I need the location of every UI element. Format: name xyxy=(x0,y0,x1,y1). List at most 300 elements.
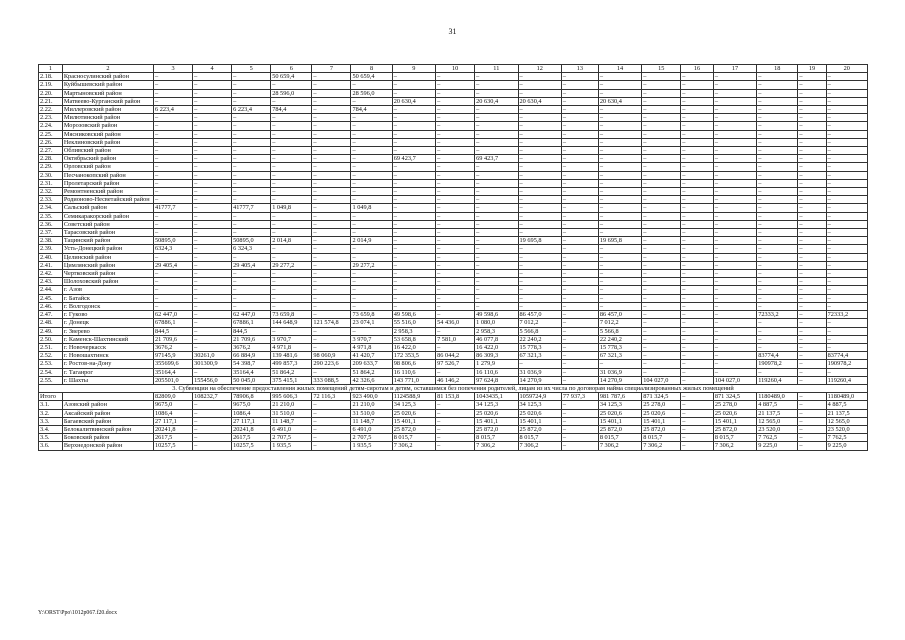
table-cell: – xyxy=(271,212,312,220)
table-cell: – xyxy=(642,81,681,89)
table-cell: 375 415,1 xyxy=(271,376,312,384)
table-cell: 29 405,4 xyxy=(232,261,271,269)
table-cell: – xyxy=(312,327,351,335)
row-name-cell: Мартыновский район xyxy=(62,89,153,97)
table-cell: 2 014,9 xyxy=(351,237,392,245)
table-cell: – xyxy=(561,245,598,253)
table-cell: 11 148,7 xyxy=(351,417,392,425)
row-name-cell: Родионово-Несветайский район xyxy=(62,196,153,204)
table-cell: – xyxy=(312,122,351,130)
table-cell: – xyxy=(475,138,518,146)
table-cell: – xyxy=(598,229,641,237)
table-cell: – xyxy=(713,343,756,351)
table-cell: – xyxy=(154,270,193,278)
table-cell: – xyxy=(312,425,351,433)
table-cell: 6 324,3 xyxy=(232,245,271,253)
table-cell: – xyxy=(518,138,561,146)
table-cell: 16 110,6 xyxy=(475,368,518,376)
table-cell: – xyxy=(392,229,435,237)
table-cell: – xyxy=(642,188,681,196)
table-cell: – xyxy=(312,302,351,310)
table-cell: 1 049,8 xyxy=(351,204,392,212)
table-cell: – xyxy=(798,343,826,351)
table-cell: – xyxy=(757,155,798,163)
table-cell: – xyxy=(561,138,598,146)
row-name-cell: Милютинский район xyxy=(62,114,153,122)
table-cell: – xyxy=(193,417,232,425)
table-cell: – xyxy=(193,97,232,105)
table-cell: 73 659,8 xyxy=(271,311,312,319)
table-cell: 51 864,2 xyxy=(271,368,312,376)
table-cell: – xyxy=(798,73,826,81)
table-cell: – xyxy=(193,327,232,335)
table-cell: – xyxy=(598,294,641,302)
table-cell: – xyxy=(713,188,756,196)
table-cell: – xyxy=(642,179,681,187)
table-cell: – xyxy=(681,278,714,286)
table-cell: – xyxy=(312,163,351,171)
table-cell: – xyxy=(232,147,271,155)
table-cell: 20 630,4 xyxy=(392,97,435,105)
table-cell: – xyxy=(642,270,681,278)
table-cell: – xyxy=(193,81,232,89)
table-cell: – xyxy=(351,81,392,89)
table-cell: – xyxy=(561,97,598,105)
table-row xyxy=(39,376,868,384)
table-cell: 35164,4 xyxy=(154,368,193,376)
table-cell: – xyxy=(392,237,435,245)
table-cell: – xyxy=(598,278,641,286)
table-cell: 69 423,7 xyxy=(475,155,518,163)
table-cell: – xyxy=(154,81,193,89)
table-cell: – xyxy=(518,278,561,286)
table-cell: – xyxy=(826,237,867,245)
table-cell: 25 872,0 xyxy=(642,425,681,433)
table-cell: – xyxy=(436,97,475,105)
table-cell: 7 762,5 xyxy=(826,434,867,442)
table-cell: – xyxy=(598,286,641,294)
table-cell: – xyxy=(154,229,193,237)
row-name-cell: г. Таганрог xyxy=(62,368,153,376)
table-cell: 119260,4 xyxy=(757,376,798,384)
table-cell: – xyxy=(713,286,756,294)
table-cell: – xyxy=(392,270,435,278)
table-cell: – xyxy=(351,122,392,130)
table-cell: 21 137,5 xyxy=(826,409,867,417)
table-row xyxy=(39,360,868,368)
table-cell: 98 060,9 xyxy=(312,352,351,360)
budget-table xyxy=(38,64,868,451)
table-cell: 2.47. xyxy=(39,311,63,319)
table-cell: – xyxy=(193,302,232,310)
table-cell: – xyxy=(757,212,798,220)
table-cell: 19 695,8 xyxy=(518,237,561,245)
table-cell: – xyxy=(271,97,312,105)
table-cell: – xyxy=(681,188,714,196)
table-cell: – xyxy=(798,237,826,245)
table-cell: – xyxy=(392,81,435,89)
table-cell: 2.49. xyxy=(39,327,63,335)
table-cell: 2.38. xyxy=(39,237,63,245)
row-name-cell: г. Зверево xyxy=(62,327,153,335)
table-cell: – xyxy=(798,327,826,335)
table-cell: 104 027,0 xyxy=(713,376,756,384)
row-name-cell: г. Шахты xyxy=(62,376,153,384)
table-cell: – xyxy=(232,294,271,302)
table-cell: 995 606,3 xyxy=(271,393,312,401)
table-cell: – xyxy=(518,294,561,302)
table-cell: 499 857,3 xyxy=(271,360,312,368)
table-cell: – xyxy=(193,147,232,155)
table-cell: – xyxy=(351,171,392,179)
table-cell: – xyxy=(518,179,561,187)
table-cell: 25 872,0 xyxy=(475,425,518,433)
table-cell: – xyxy=(642,196,681,204)
table-cell: – xyxy=(561,442,598,450)
table-cell: – xyxy=(436,147,475,155)
table-cell: 1 049,8 xyxy=(271,204,312,212)
table-cell: 5 xyxy=(232,65,271,73)
table-cell: – xyxy=(351,155,392,163)
table-row xyxy=(39,335,868,343)
table-cell: – xyxy=(642,130,681,138)
table-cell: – xyxy=(713,368,756,376)
table-cell: – xyxy=(232,212,271,220)
table-row xyxy=(39,179,868,187)
table-cell: – xyxy=(681,311,714,319)
row-name-cell: г. Гуково xyxy=(62,311,153,319)
table-cell: 290 223,6 xyxy=(312,360,351,368)
table-cell: – xyxy=(561,179,598,187)
table-cell: – xyxy=(798,286,826,294)
table-cell: – xyxy=(392,188,435,196)
table-cell: – xyxy=(193,138,232,146)
table-cell: 35164,4 xyxy=(232,368,271,376)
table-cell: – xyxy=(798,442,826,450)
table-cell: – xyxy=(312,417,351,425)
table-cell: 54 398,7 xyxy=(232,360,271,368)
table-cell: 4 xyxy=(193,65,232,73)
table-cell: 31 036,9 xyxy=(518,368,561,376)
table-cell: – xyxy=(642,278,681,286)
table-cell: – xyxy=(826,220,867,228)
table-cell: – xyxy=(154,188,193,196)
table-cell: – xyxy=(312,343,351,351)
table-cell: – xyxy=(271,278,312,286)
table-cell: – xyxy=(271,245,312,253)
table-cell: – xyxy=(154,212,193,220)
table-cell: – xyxy=(475,302,518,310)
table-cell: – xyxy=(681,138,714,146)
table-cell: – xyxy=(232,302,271,310)
table-cell: 355699,6 xyxy=(154,360,193,368)
table-cell: – xyxy=(826,89,867,97)
table-cell: – xyxy=(681,179,714,187)
table-cell: – xyxy=(598,163,641,171)
table-cell: 13 xyxy=(561,65,598,73)
table-cell: 21 709,6 xyxy=(154,335,193,343)
table-cell: – xyxy=(312,138,351,146)
table-cell: – xyxy=(351,302,392,310)
table-cell: – xyxy=(642,147,681,155)
row-name-cell: Мясниковский район xyxy=(62,130,153,138)
table-cell: – xyxy=(798,393,826,401)
table-cell: 46 077,8 xyxy=(475,335,518,343)
table-cell: – xyxy=(757,319,798,327)
table-cell: – xyxy=(561,147,598,155)
row-name-cell: Морозовский район xyxy=(62,122,153,130)
table-cell: – xyxy=(798,114,826,122)
table-cell: – xyxy=(193,106,232,114)
table-cell: 21 210,0 xyxy=(351,401,392,409)
table-cell: 7 306,2 xyxy=(475,442,518,450)
table-cell: 14 270,9 xyxy=(518,376,561,384)
table-cell: – xyxy=(681,261,714,269)
row-name-cell: Цимлянский район xyxy=(62,261,153,269)
table-cell: – xyxy=(798,130,826,138)
table-cell: – xyxy=(642,352,681,360)
table-cell: – xyxy=(826,147,867,155)
table-cell: – xyxy=(826,179,867,187)
table-cell: – xyxy=(271,81,312,89)
table-cell: – xyxy=(561,409,598,417)
table-cell: – xyxy=(798,89,826,97)
table-cell: – xyxy=(193,319,232,327)
table-cell: – xyxy=(642,204,681,212)
table-cell: – xyxy=(351,294,392,302)
table-cell: – xyxy=(392,179,435,187)
table-cell: – xyxy=(713,130,756,138)
table-cell: – xyxy=(713,294,756,302)
table-cell: – xyxy=(475,114,518,122)
table-cell: 6 xyxy=(271,65,312,73)
table-cell: – xyxy=(193,401,232,409)
table-cell: – xyxy=(826,294,867,302)
table-cell: 2.31. xyxy=(39,179,63,187)
table-cell: – xyxy=(271,220,312,228)
table-cell: – xyxy=(681,212,714,220)
table-cell: – xyxy=(713,122,756,130)
table-cell: – xyxy=(392,130,435,138)
table-cell: – xyxy=(757,204,798,212)
table-cell: – xyxy=(154,294,193,302)
table-cell: – xyxy=(351,188,392,196)
table-cell: 784,4 xyxy=(351,106,392,114)
table-cell: 25 020,6 xyxy=(518,409,561,417)
table-cell: 871 324,5 xyxy=(642,393,681,401)
table-cell: – xyxy=(681,196,714,204)
table-cell: 16 422,0 xyxy=(475,343,518,351)
table-cell: – xyxy=(232,171,271,179)
table-cell: – xyxy=(798,188,826,196)
table-cell: 9 225,0 xyxy=(757,442,798,450)
table-cell: – xyxy=(681,434,714,442)
table-cell: – xyxy=(232,130,271,138)
table-cell: – xyxy=(642,89,681,97)
table-cell: – xyxy=(826,163,867,171)
table-cell: 29 277,2 xyxy=(351,261,392,269)
table-cell: 2.43. xyxy=(39,278,63,286)
table-cell: – xyxy=(312,147,351,155)
table-cell: – xyxy=(561,360,598,368)
table-cell: 7 762,5 xyxy=(757,434,798,442)
table-row xyxy=(39,245,868,253)
table-cell: – xyxy=(232,89,271,97)
table-cell: – xyxy=(271,294,312,302)
table-cell: – xyxy=(713,319,756,327)
table-cell: 9 225,0 xyxy=(826,442,867,450)
section-title: 3. Субвенции на обеспечение предоставления жилых помещений детям-сиротам и детям, оставшимся без попечения родителей, лицам из их числа по договорам найма специализированных жилых помещений xyxy=(39,384,868,392)
table-cell: – xyxy=(757,220,798,228)
table-row xyxy=(39,319,868,327)
table-cell: – xyxy=(642,122,681,130)
table-row xyxy=(39,343,868,351)
table-cell: – xyxy=(271,327,312,335)
table-cell: – xyxy=(757,89,798,97)
table-cell: – xyxy=(798,360,826,368)
table-cell: 67 321,3 xyxy=(598,352,641,360)
table-cell: – xyxy=(271,188,312,196)
table-cell: – xyxy=(271,122,312,130)
table-cell: – xyxy=(193,155,232,163)
table-cell: – xyxy=(312,106,351,114)
table-cell: – xyxy=(193,270,232,278)
table-cell: – xyxy=(193,245,232,253)
table-cell: – xyxy=(436,245,475,253)
table-cell: Итого xyxy=(39,393,63,401)
table-cell: 2 707,5 xyxy=(351,434,392,442)
row-name-cell: г. Новочеркасск xyxy=(62,343,153,351)
table-row xyxy=(39,122,868,130)
table-cell: – xyxy=(757,163,798,171)
table-cell: – xyxy=(193,89,232,97)
table-cell: – xyxy=(518,147,561,155)
table-cell: – xyxy=(351,138,392,146)
table-cell: – xyxy=(475,204,518,212)
table-cell: 46 146,2 xyxy=(436,376,475,384)
table-cell: – xyxy=(642,106,681,114)
table-cell: 3.1. xyxy=(39,401,63,409)
table-cell: 108232,7 xyxy=(193,393,232,401)
table-cell: – xyxy=(475,179,518,187)
table-cell: – xyxy=(826,245,867,253)
table-cell: – xyxy=(436,220,475,228)
table-cell: – xyxy=(713,261,756,269)
table-cell: 25 872,0 xyxy=(518,425,561,433)
table-cell: – xyxy=(518,245,561,253)
table-cell: – xyxy=(154,163,193,171)
table-cell: 172 353,5 xyxy=(392,352,435,360)
table-cell: 15 778,3 xyxy=(598,343,641,351)
row-name-cell: Сальский район xyxy=(62,204,153,212)
table-cell: – xyxy=(392,122,435,130)
table-cell: – xyxy=(757,196,798,204)
table-cell: – xyxy=(436,188,475,196)
table-cell: – xyxy=(351,212,392,220)
table-cell: – xyxy=(351,278,392,286)
table-cell: – xyxy=(351,130,392,138)
document-path: Y:\ORST\Ppo\1012p067.f20.docx xyxy=(38,610,118,616)
table-cell: – xyxy=(598,212,641,220)
table-cell: 784,4 xyxy=(271,106,312,114)
table-cell: 3676,2 xyxy=(232,343,271,351)
table-cell: – xyxy=(598,171,641,179)
table-cell: 20 630,4 xyxy=(518,97,561,105)
table-cell: – xyxy=(436,229,475,237)
table-cell: 77 937,3 xyxy=(561,393,598,401)
table-cell: – xyxy=(312,171,351,179)
table-cell: 144 648,9 xyxy=(271,319,312,327)
table-cell: – xyxy=(681,401,714,409)
table-cell: – xyxy=(713,114,756,122)
table-cell: – xyxy=(681,352,714,360)
table-cell: 25 872,0 xyxy=(598,425,641,433)
table-cell: 78906,8 xyxy=(232,393,271,401)
table-cell: – xyxy=(598,147,641,155)
table-cell: – xyxy=(271,138,312,146)
table-row xyxy=(39,352,868,360)
table-cell: – xyxy=(518,171,561,179)
table-cell: – xyxy=(757,253,798,261)
table-cell: 8 015,7 xyxy=(475,434,518,442)
table-row xyxy=(39,302,868,310)
table-cell: – xyxy=(561,229,598,237)
table-cell: – xyxy=(154,278,193,286)
table-cell: – xyxy=(561,122,598,130)
table-cell: 143 771,0 xyxy=(392,376,435,384)
table-cell: 205501,0 xyxy=(154,376,193,384)
table-cell: 25 020,6 xyxy=(475,409,518,417)
table-cell: – xyxy=(193,311,232,319)
table-cell: 2.28. xyxy=(39,155,63,163)
table-cell: – xyxy=(193,335,232,343)
table-cell: – xyxy=(271,163,312,171)
table-row xyxy=(39,81,868,89)
table-cell: – xyxy=(312,97,351,105)
table-cell: – xyxy=(826,335,867,343)
table-cell: 2.45. xyxy=(39,294,63,302)
table-cell: – xyxy=(232,286,271,294)
table-cell: – xyxy=(193,188,232,196)
table-cell: – xyxy=(518,89,561,97)
table-cell: – xyxy=(713,171,756,179)
table-row xyxy=(39,155,868,163)
table-cell: 62 447,0 xyxy=(154,311,193,319)
table-cell: – xyxy=(681,155,714,163)
table-cell: – xyxy=(713,155,756,163)
table-cell: – xyxy=(757,122,798,130)
table-cell: – xyxy=(826,204,867,212)
table-cell: – xyxy=(826,171,867,179)
table-cell: – xyxy=(681,270,714,278)
row-name-cell: г. Волгодонск xyxy=(62,302,153,310)
table-cell: – xyxy=(713,278,756,286)
table-cell: 7 581,0 xyxy=(436,335,475,343)
table-cell: – xyxy=(798,196,826,204)
table-cell: 25 020,6 xyxy=(392,409,435,417)
table-cell: 51 864,2 xyxy=(351,368,392,376)
table-cell: – xyxy=(681,376,714,384)
table-cell: – xyxy=(154,147,193,155)
table-cell: 2.54. xyxy=(39,368,63,376)
table-cell: – xyxy=(561,155,598,163)
table-cell: – xyxy=(757,368,798,376)
table-cell: – xyxy=(713,335,756,343)
table-cell: – xyxy=(713,311,756,319)
table-cell: – xyxy=(436,401,475,409)
table-cell: 86 044,2 xyxy=(436,352,475,360)
table-cell: 333 088,5 xyxy=(312,376,351,384)
